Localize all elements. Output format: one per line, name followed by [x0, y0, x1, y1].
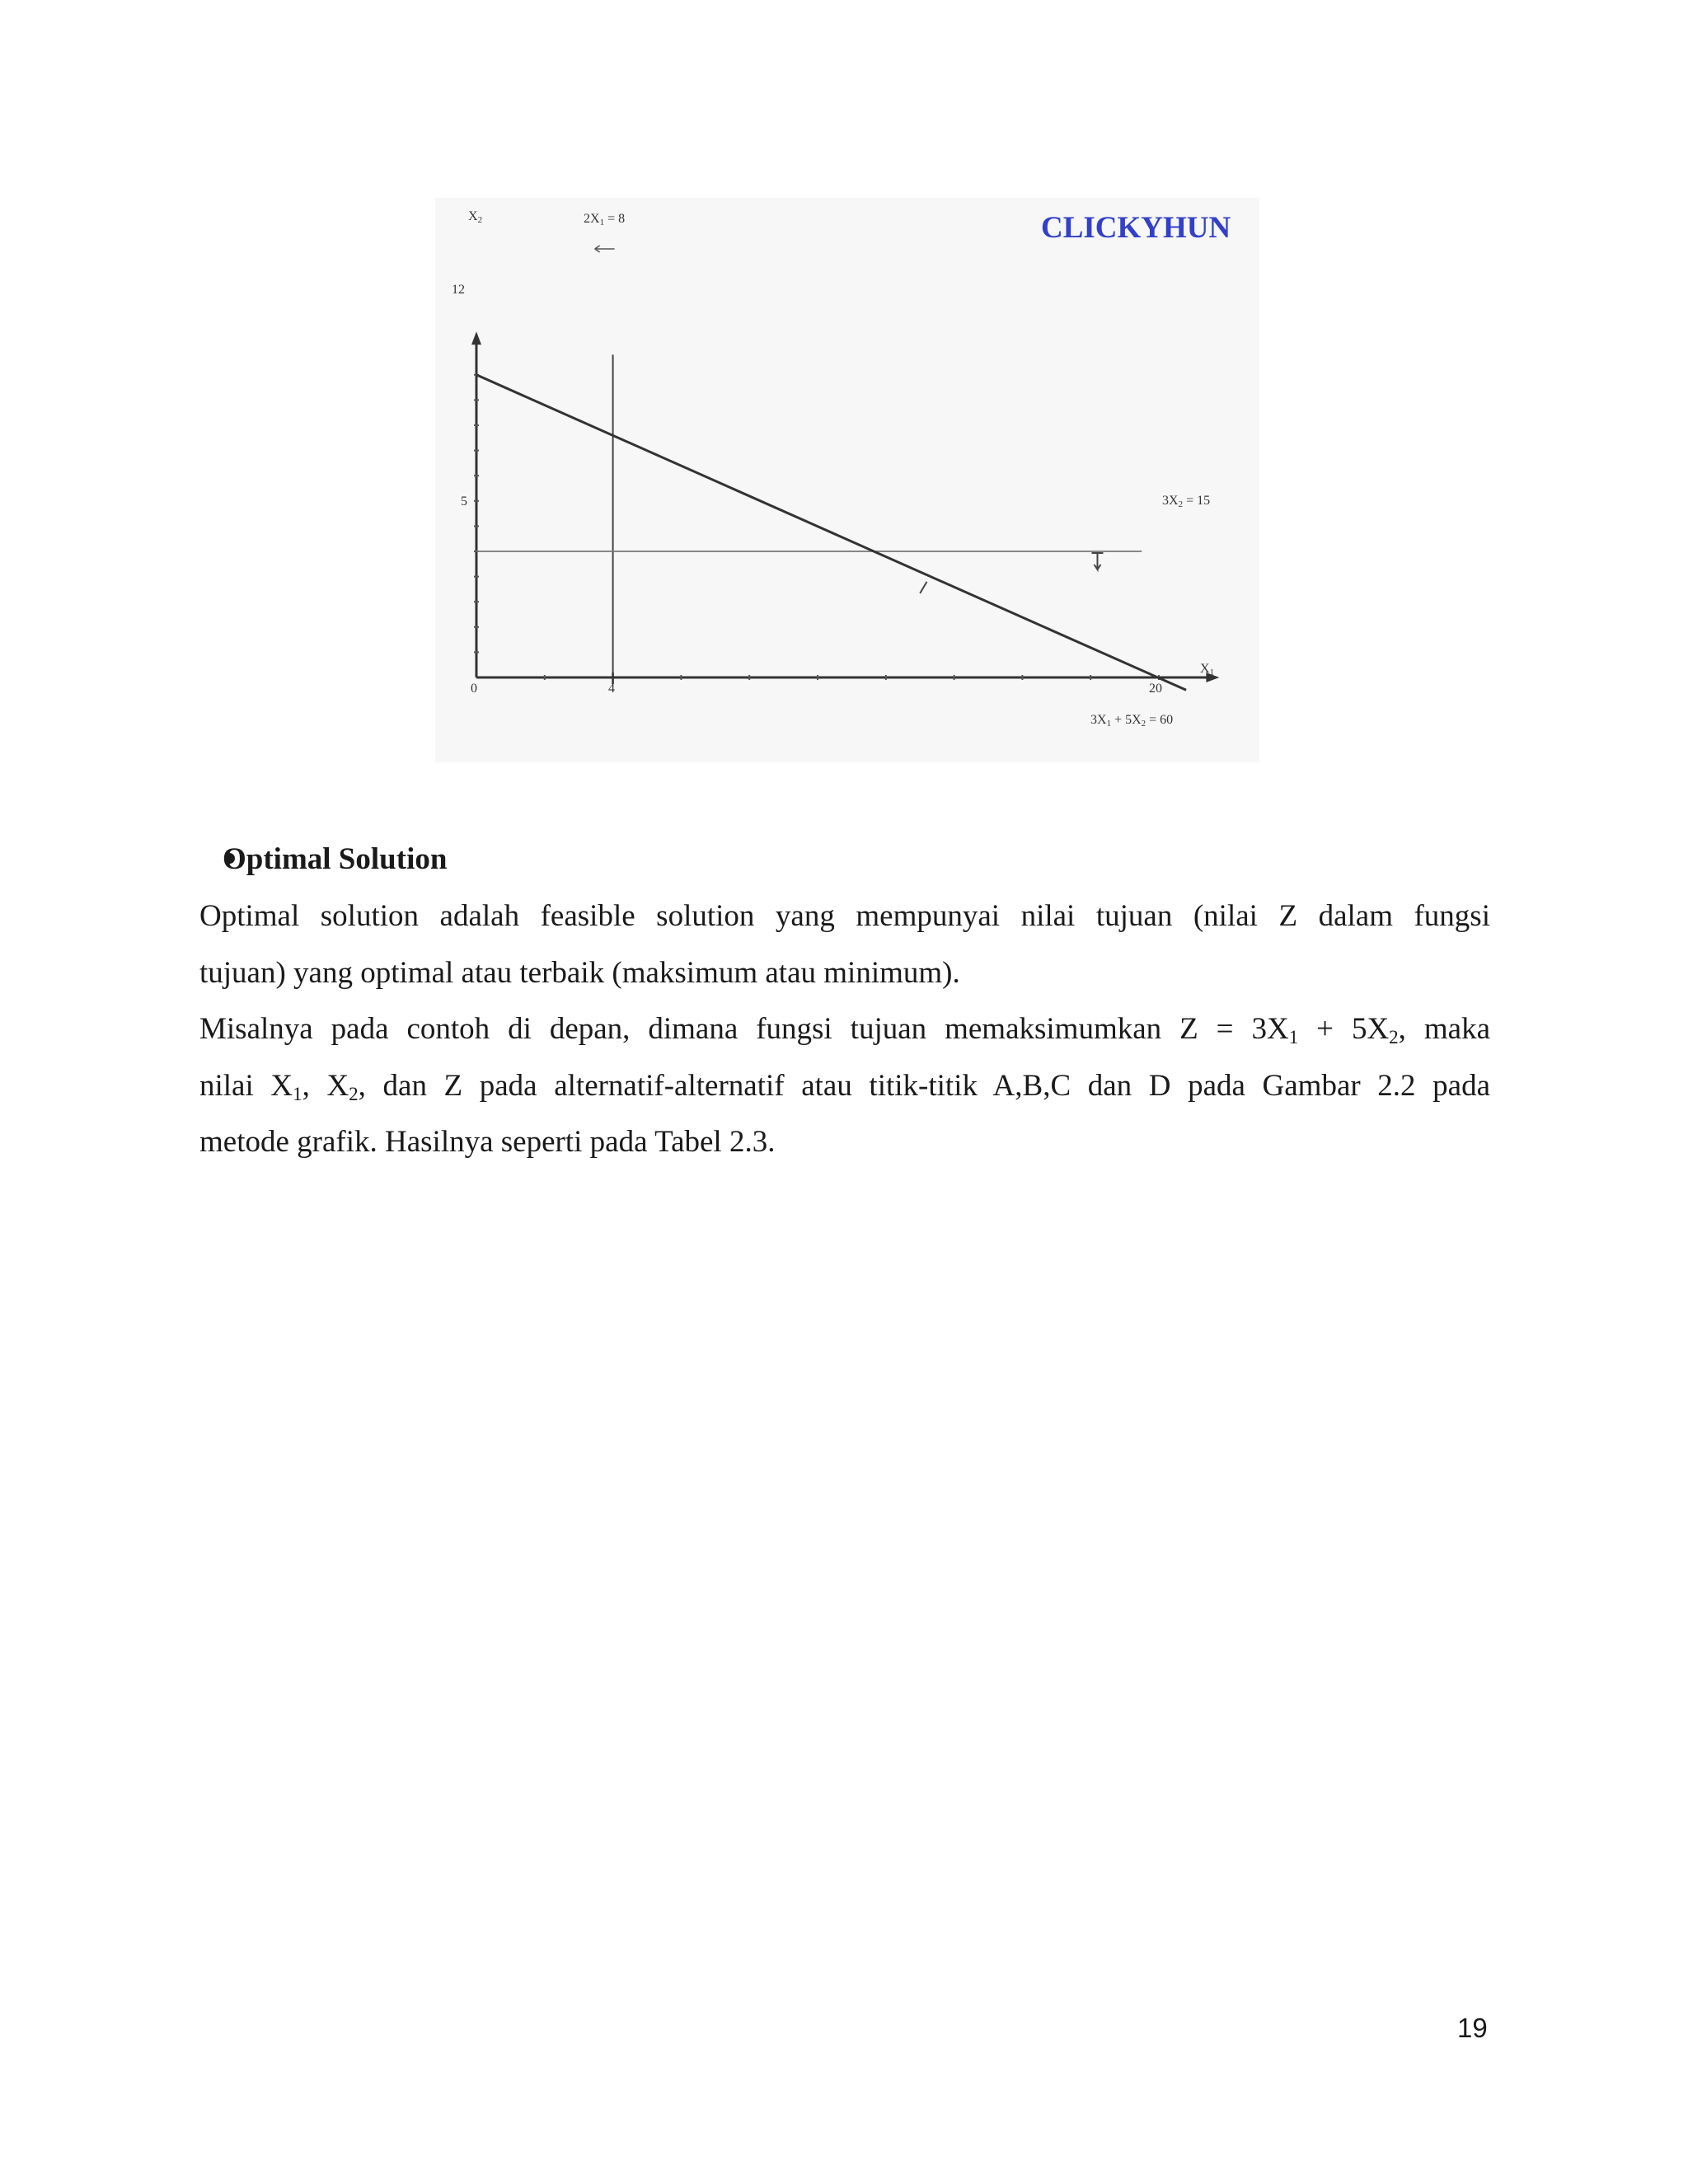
watermark: CLICKYHUN	[1041, 211, 1231, 245]
direction-arrow-horizontal	[1094, 553, 1100, 569]
constraint-label-horizontal: 3X2 = 15	[1162, 494, 1211, 509]
paragraph-line: Misalnya pada contoh di depan, dimana fungsi tujuan memaksimumkan $Z = 3X_1 + 5X_2$, maka	[199, 1012, 1490, 1047]
y-tick-label-12: 12	[452, 283, 465, 297]
x-axis-label: X1	[1200, 662, 1215, 677]
paragraph-line: nilai $X_1$, $X_2$, dan Z pada alternatif-alternatif atau titik-titik A,B,C dan D pada Gambar 2.2 pada	[199, 1068, 1490, 1104]
page-number: 19	[1457, 2013, 1488, 2043]
y-tick-label-5: 5	[461, 494, 467, 509]
graphical-method-figure	[435, 198, 1259, 762]
paragraph-line: Optimal solution adalah feasible solution yang mempunyai nilai tujuan (nilai Z dalam fungsi	[199, 899, 1490, 933]
constraint-line-3	[476, 375, 1186, 691]
direction-arrow-vertical	[595, 246, 615, 252]
x-tick-label-0: 0	[471, 682, 477, 696]
paragraph-example	[199, 1001, 1490, 1171]
constraint-label-diagonal: 3X1 + 5X2 = 60	[1090, 713, 1174, 729]
section-heading: Optimal Solution	[223, 842, 448, 876]
paragraph-line: tujuan) yang optimal atau terbaik (maksimum atau minimum).	[199, 955, 960, 990]
constraint-label-vertical: 2X1 = 8	[584, 212, 626, 227]
y-axis-arrowhead	[471, 331, 481, 344]
direction-arrow-diagonal	[920, 582, 926, 593]
paragraph-optimal-definition	[199, 888, 1490, 1001]
x-tick-label-4: 4	[608, 682, 615, 696]
y-axis-label: X2	[468, 209, 483, 225]
paragraph-line: metode grafik. Hasilnya seperti pada Tabel 2.3.	[199, 1125, 776, 1159]
lp-chart	[435, 198, 1259, 762]
x-tick-label-20: 20	[1149, 682, 1162, 696]
